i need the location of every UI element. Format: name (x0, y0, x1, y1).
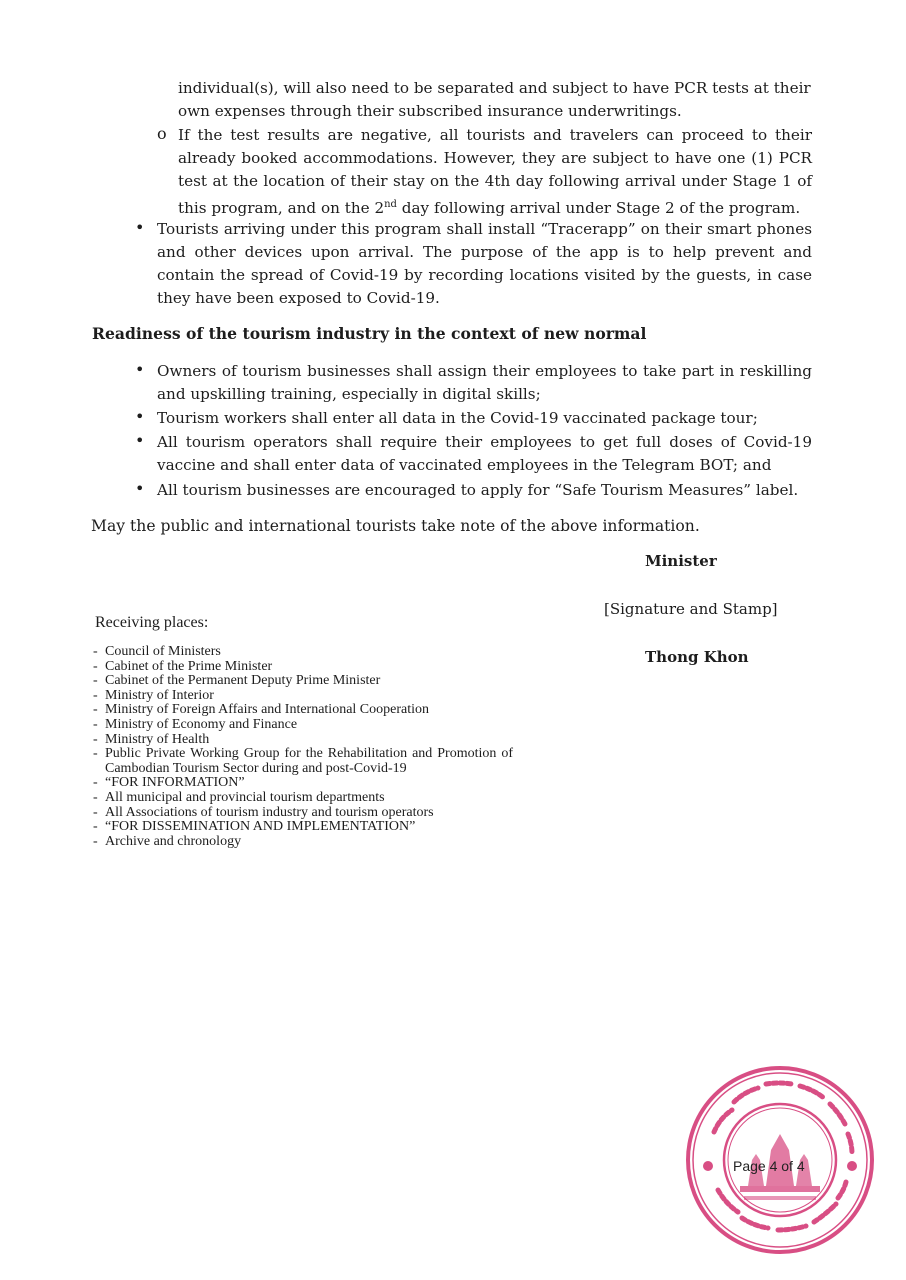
receiving-place (93, 660, 513, 675)
section-heading: Readiness of the tourism industry in the context of new normal (92, 324, 647, 343)
receiving-place (93, 776, 513, 791)
bullet-marker: • (135, 431, 145, 450)
negative-result-end: day following arrival under Stage 2 of the program. (401, 199, 801, 218)
receiving-place (93, 674, 513, 689)
receiving-place (93, 718, 513, 733)
bullet-marker: • (135, 218, 145, 237)
receiving-place-text: “FOR INFORMATION” (105, 775, 245, 791)
closing-sentence: May the public and international tourists take note of the above information. (91, 517, 700, 535)
readiness-item: All tourism businesses are encouraged to apply for “Safe Tourism Measures” label. (157, 481, 799, 499)
readiness-item: All tourism operators shall require their employees to get full doses of Covid-19 vaccine and shall enter data of vaccinated employees in the Telegram BOT; and (157, 433, 812, 474)
tracerapp-paragraph: Tourists arriving under this program shall install “Tracerapp” on their smart phones and other devices upon arrival. The purpose of the app is to help prevent and contain the spread of Covid-19 by recording locations visited by the guests, in case they have been exposed to Covid-19. (157, 220, 812, 307)
list-dash: - (93, 716, 98, 732)
list-dash: - (93, 673, 98, 689)
continuation-line-1: individual(s), will also need to be separated and subject to have PCR tests at their (178, 79, 811, 97)
receiving-place (93, 733, 513, 748)
bullet-marker: • (135, 360, 145, 379)
receiving-place-text: Ministry of Economy and Finance (105, 716, 298, 732)
receiving-place-text: Council of Ministers (105, 644, 221, 659)
ordinal-suffix: nd (384, 199, 397, 210)
sub-bullet-marker: o (157, 124, 167, 143)
receiving-place (93, 820, 513, 835)
bullet-marker: • (135, 407, 145, 426)
receiving-place-text: “FOR DISSEMINATION AND IMPLEMENTATION” (105, 819, 416, 835)
readiness-item: Tourism workers shall enter all data in the Covid-19 vaccinated package tour; (157, 409, 758, 427)
receiving-place (93, 791, 513, 806)
page-number: Page 4 of 4 (733, 1158, 805, 1174)
list-dash: - (93, 731, 98, 747)
receiving-place (93, 689, 513, 704)
receiving-place-text: Public Private Working Group for the Rehabilitation and Promotion of Cambodian Tourism Sector during and post-Covid-19 (105, 746, 513, 776)
receiving-place (93, 835, 513, 850)
list-dash: - (93, 687, 98, 703)
receiving-place (93, 747, 513, 776)
receiving-place-text: Ministry of Foreign Affairs and International Cooperation (105, 702, 430, 718)
list-dash: - (93, 746, 98, 762)
receiving-place (93, 703, 513, 718)
signatory-name: Thong Khon (645, 648, 749, 666)
receiving-place-text: All municipal and provincial tourism departments (105, 789, 385, 805)
receiving-place-text: Ministry of Interior (105, 687, 214, 703)
receiving-places-list (93, 645, 513, 849)
negative-result-paragraph (178, 124, 812, 220)
receiving-place-text: Cabinet of the Permanent Deputy Prime Minister (105, 673, 381, 689)
readiness-item: Owners of tourism businesses shall assign their employees to take part in reskilling and upskilling training, especially in digital skills; (157, 362, 812, 403)
receiving-place-text: Ministry of Health (105, 731, 210, 747)
negative-result-text: If the test results are negative, all tourists and travelers can proceed to their already booked accommodations. However, they are subject to have one (1) PCR test at the location of their stay on the 4th day following arrival under Stage 1 of this program, and on the (178, 126, 812, 218)
signature-note: [Signature and Stamp] (604, 600, 778, 618)
bullet-marker: • (135, 479, 145, 498)
receiving-place-text: Archive and chronology (105, 833, 242, 849)
list-dash: - (93, 804, 98, 820)
list-dash: - (93, 644, 98, 659)
list-dash: - (93, 702, 98, 718)
receiving-places-title: Receiving places: (95, 614, 209, 631)
signatory-title: Minister (645, 552, 717, 570)
receiving-place (93, 645, 513, 660)
list-dash: - (93, 775, 98, 791)
list-dash: - (93, 819, 98, 835)
list-dash: - (93, 658, 98, 674)
ordinal-number: 2 (374, 199, 385, 218)
receiving-place-text: Cabinet of the Prime Minister (105, 658, 273, 674)
receiving-place-text: All Associations of tourism industry and tourism operators (105, 804, 434, 820)
continuation-line-2: own expenses through their subscribed insurance underwritings. (178, 102, 682, 120)
receiving-place (93, 806, 513, 821)
list-dash: - (93, 789, 98, 805)
list-dash: - (93, 833, 98, 849)
